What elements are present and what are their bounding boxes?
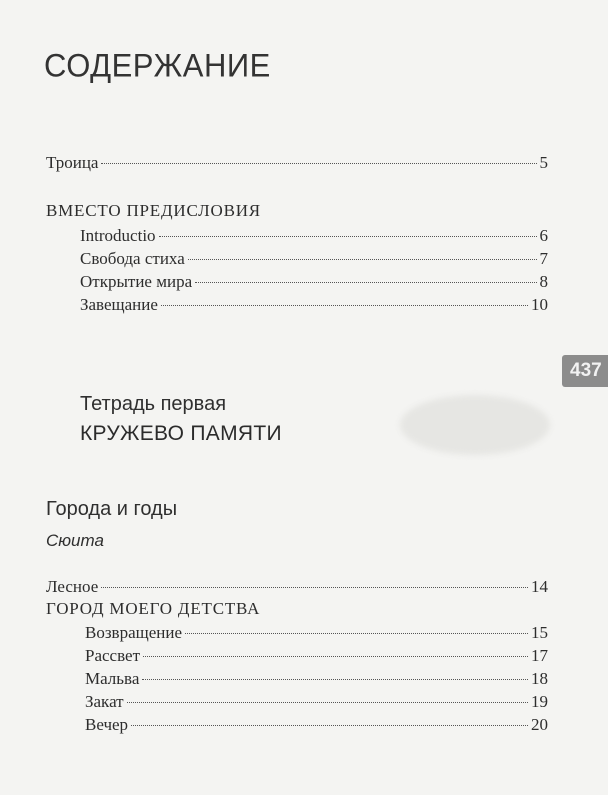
notebook-label: Тетрадь первая xyxy=(80,393,227,415)
cycle-subtitle: Сюита xyxy=(46,531,104,550)
notebook-title: КРУЖЕВО ПАМЯТИ xyxy=(80,422,282,445)
toc-entry-page: 18 xyxy=(531,669,548,688)
toc-entry xyxy=(80,295,548,315)
toc-entry-page: 17 xyxy=(531,646,548,665)
dot-leader xyxy=(143,656,528,657)
dot-leader xyxy=(185,633,528,634)
cycle-heading: Города и годы xyxy=(46,498,178,520)
toc-entry-label: Мальва xyxy=(85,669,140,688)
toc-entry xyxy=(80,226,548,246)
toc-entry xyxy=(85,715,548,735)
dot-leader xyxy=(142,679,528,680)
toc-entry-page: 6 xyxy=(539,226,548,245)
toc-entry-label: Introductio xyxy=(80,226,156,245)
toc-entry-page: 8 xyxy=(539,272,548,291)
toc-entry-label: Открытие мира xyxy=(80,272,193,291)
toc-entry xyxy=(80,249,548,269)
dot-leader xyxy=(195,282,536,283)
page-smudge xyxy=(400,395,550,455)
toc-entry-page: 15 xyxy=(531,623,548,642)
dot-leader xyxy=(101,587,528,588)
dot-leader xyxy=(101,163,536,164)
toc-entry-trinity xyxy=(46,153,548,173)
toc-entry-page: 20 xyxy=(531,715,548,734)
dot-leader xyxy=(131,725,528,726)
toc-entry-page: 5 xyxy=(539,153,548,172)
toc-entry-label: Завещание xyxy=(80,295,158,314)
section-heading-preface: ВМЕСТО ПРЕДИСЛОВИЯ xyxy=(46,201,261,220)
dot-leader xyxy=(188,259,537,260)
page-number-tab: 437 xyxy=(562,355,608,387)
toc-entry-page: 7 xyxy=(539,249,548,268)
toc-entry-label: Закат xyxy=(85,692,124,711)
toc-entry-lesnoe xyxy=(46,577,548,597)
toc-entry-label: Троица xyxy=(46,153,99,172)
toc-entry-page: 10 xyxy=(531,295,548,314)
page-title: СОДЕРЖАНИЕ xyxy=(44,47,271,84)
toc-entry-label: Возвращение xyxy=(85,623,183,642)
toc-entry xyxy=(85,692,548,712)
toc-entry-page: 14 xyxy=(531,577,548,596)
toc-entry xyxy=(85,623,548,643)
dot-leader xyxy=(159,236,537,237)
toc-entry xyxy=(85,669,548,689)
toc-entry-label: Лесное xyxy=(46,577,99,596)
dot-leader xyxy=(161,305,528,306)
section-heading-city: ГОРОД МОЕГО ДЕТСТВА xyxy=(46,599,261,618)
toc-entry-label: Свобода стиха xyxy=(80,249,185,268)
toc-entry xyxy=(85,646,548,666)
toc-entry xyxy=(80,272,548,292)
toc-entry-label: Рассвет xyxy=(85,646,140,665)
toc-entry-page: 19 xyxy=(531,692,548,711)
dot-leader xyxy=(127,702,528,703)
toc-entry-label: Вечер xyxy=(85,715,129,734)
